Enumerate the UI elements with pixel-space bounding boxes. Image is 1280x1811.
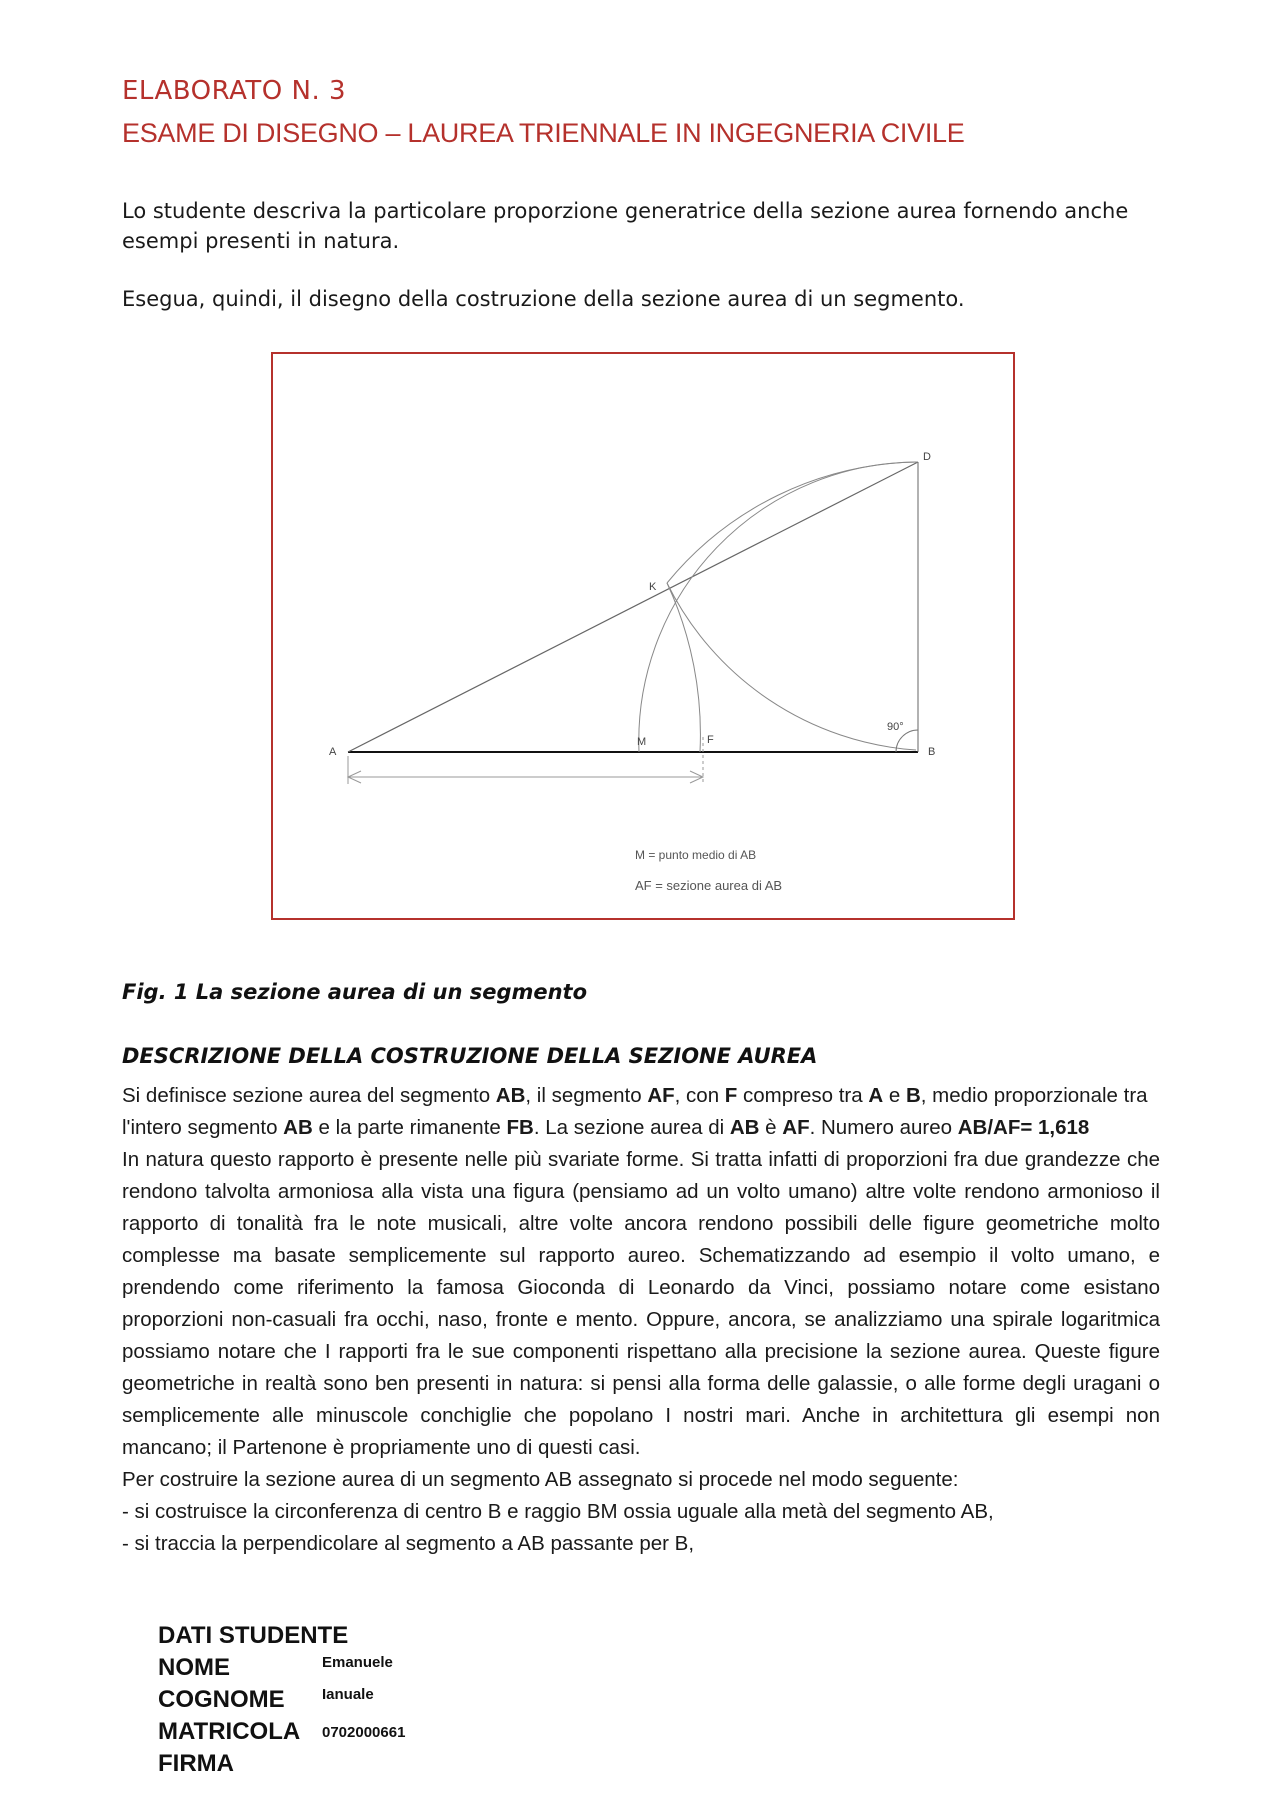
figure-frame <box>272 353 1014 919</box>
description-body <box>122 1080 1160 1560</box>
golden-section-figure <box>271 352 1015 920</box>
line-ad <box>348 462 918 752</box>
name-value: Emanuele <box>322 1654 393 1671</box>
description-title: DESCRIZIONE DELLA COSTRUZIONE DELLA SEZIONE AUREA <box>122 1044 818 1068</box>
document-subtitle: ESAME DI DISEGNO – LAUREA TRIENNALE IN INGEGNERIA CIVILE <box>122 118 965 148</box>
legend-m: M = punto medio di AB <box>635 848 757 862</box>
signature-label: FIRMA <box>158 1750 234 1777</box>
id-label: MATRICOLA <box>158 1718 301 1745</box>
label-b: B <box>928 746 936 758</box>
label-f: F <box>707 734 714 746</box>
document-number: ELABORATO N. 3 <box>122 76 347 106</box>
surname-label: COGNOME <box>158 1686 285 1713</box>
procedure-intro: Per costruire la sezione aurea di un segmento AB assegnato si procede nel modo seguente: <box>122 1468 959 1491</box>
label-angle: 90° <box>887 721 904 733</box>
arc-center-d <box>667 583 916 750</box>
intro-paragraph-1: Lo studente descriva la particolare proporzione generatrice della sezione aurea fornendo anche esempi presenti in natura. <box>122 199 1129 253</box>
definition-paragraph: Si definisce sezione aurea del segmento AB, il segmento AF, con F compreso tra A e B, medio proporzionale tra l'intero segmento AB e la parte rimanente FB. La sezione aurea di AB è AF. Numero aureo AB/AF= 1,618 <box>122 1084 1148 1139</box>
id-value: 0702000661 <box>322 1724 406 1741</box>
arc-upper <box>667 462 916 583</box>
nature-paragraph: In natura questo rapporto è presente nelle più svariate forme. Si tratta infatti di proporzioni fra due grandezze che rendono talvolta armoniosa alla vista una figura (pensiamo ad un volto umano) altre volte rendono armonioso il rapporto di tonalità fra le note musicali, altre volte ancora rendono possibili delle figure geometriche molto complesse ma basate semplicemente sul rapporto aureo. Schematizzando ad esempio il volto umano, e prendendo come riferimento la famosa Gioconda di Leonardo da Vinci, possiamo notare come esistano proporzioni non-casuali fra occhi, naso, fronte e mento. Oppure, ancora, se analizziamo una spirale logaritmica possiamo notare che I rapporti fra le sue componenti rispettano alla precisione la sezione aurea. Queste figure geometriche in realtà sono ben presenti in natura: si pensi alla forma delle galassie, o alle forme degli uragani o semplicemente alle minuscole conchiglie che popolano I nostri mari. Anche in architettura gli esempi non mancano; il Partenone è propriamente uno di questi casi. <box>122 1148 1160 1459</box>
label-a: A <box>329 746 337 758</box>
name-label: NOME <box>158 1654 230 1681</box>
student-data <box>158 1622 406 1782</box>
procedure-step-2: - si traccia la perpendicolare al segmento a AB passante per B, <box>122 1532 695 1555</box>
label-d: D <box>923 451 931 463</box>
student-heading: DATI STUDENTE <box>158 1622 349 1649</box>
intro-paragraph-2: Esegua, quindi, il disegno della costruzione della sezione aurea di un segmento. <box>122 287 965 311</box>
label-k: K <box>649 581 657 593</box>
procedure-step-1: - si costruisce la circonferenza di centro B e raggio BM ossia uguale alla metà del segmento AB, <box>122 1500 994 1523</box>
figure-caption: Fig. 1 La sezione aurea di un segmento <box>122 980 588 1004</box>
surname-value: Ianuale <box>322 1686 374 1703</box>
legend-af: AF = sezione aurea di AB <box>635 878 783 893</box>
label-m: M <box>637 736 647 748</box>
